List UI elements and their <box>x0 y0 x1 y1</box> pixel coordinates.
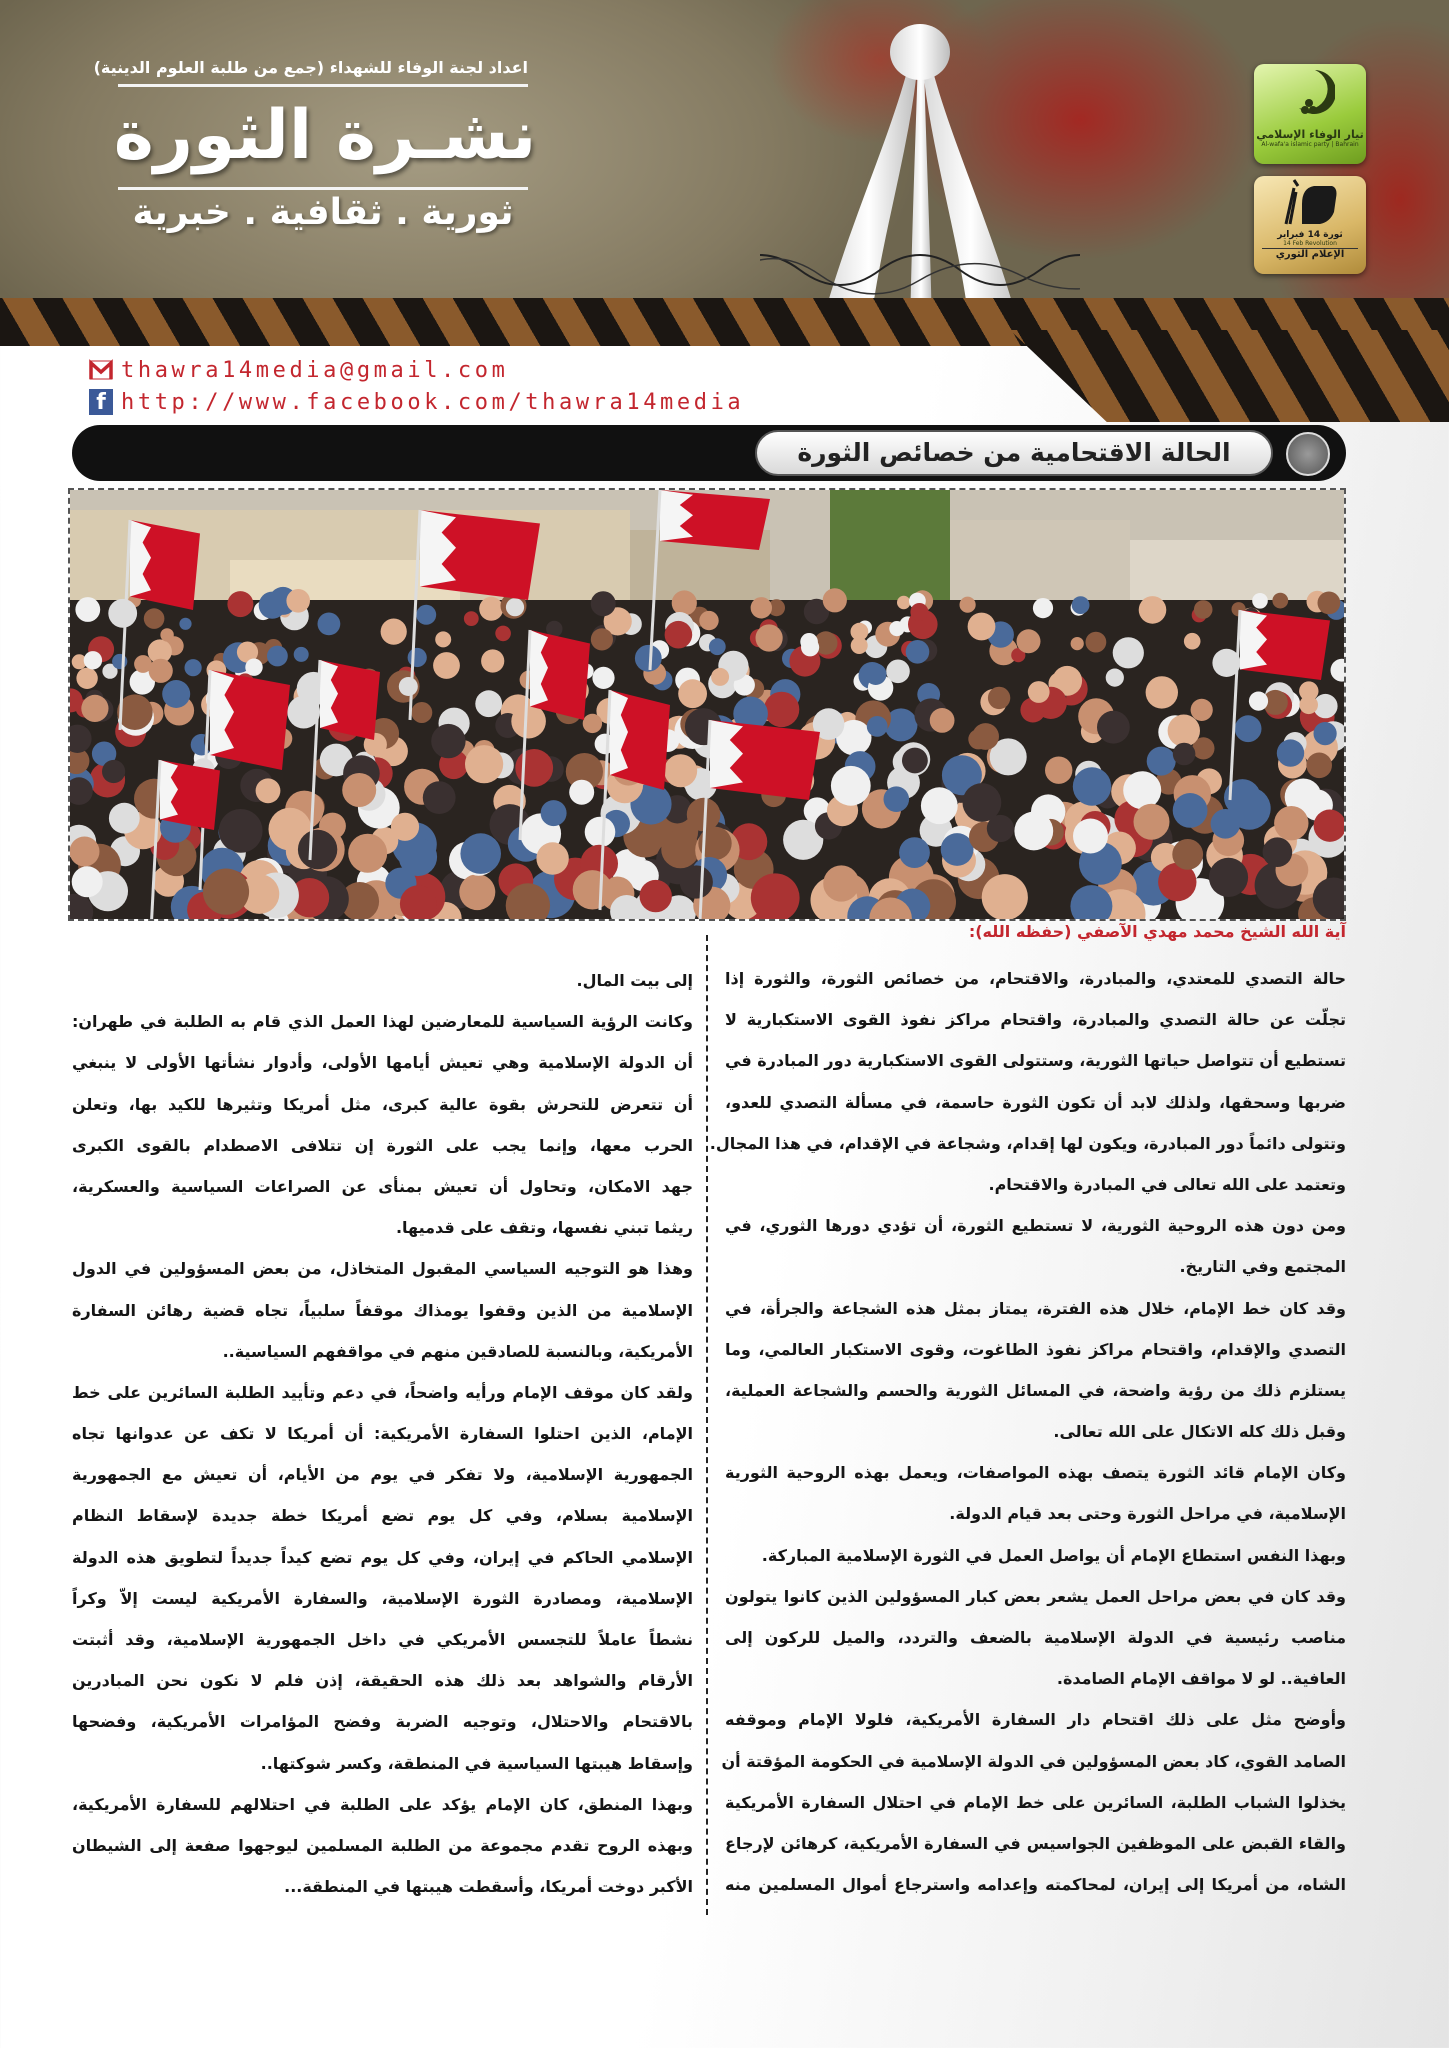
email-contact[interactable] <box>89 356 508 384</box>
text-line: وتتولى دائماً دور المبادرة، ويكون لها إقدام، وشجاعة في الإقدام، في هذا المجال. <box>709 1133 1346 1153</box>
crowd-person <box>573 870 612 909</box>
crowd-person <box>72 866 103 897</box>
crowd-person <box>1134 804 1170 840</box>
text-line: المجتمع وفي التاريخ. <box>1179 1257 1346 1277</box>
crowd-person <box>699 611 718 630</box>
text-line: الجمهورية الإسلامية، ولا تفكر في يوم من الأيام، أن تعيش مع الجمهورية <box>72 1465 693 1485</box>
crowd-person <box>203 869 249 915</box>
crowd-person <box>433 652 460 679</box>
text-line: الإسلامية، في مراحل الثورة وحتى بعد قيام الدولة. <box>949 1504 1346 1524</box>
text-line: الإسلامي الحاكم في إيران، وفي كل يوم تضع كيداً جديداً لتطويق هذه الدولة <box>72 1547 693 1567</box>
text-line: الإسلامية بسلام، وفي كل يوم تضع أمريكا خطة جديدة لإسقاط النظام <box>72 1506 693 1526</box>
crowd-person <box>1168 715 1200 747</box>
article-column-left <box>72 960 693 1907</box>
crowd-person <box>751 597 772 618</box>
crowd-person <box>411 702 432 723</box>
crowd-person <box>536 842 568 874</box>
crowd-person <box>219 809 263 853</box>
crowd-person <box>585 817 616 848</box>
text-line: وتعتمد على الله تعالى في المبادرة والاقتحام. <box>988 1174 1346 1194</box>
crowd-person <box>423 781 456 814</box>
crowd-person <box>267 646 288 667</box>
crowd-person <box>1147 747 1176 776</box>
crowd-person <box>1097 711 1130 744</box>
crowd-person <box>162 680 190 708</box>
text-line: جهد الامكان، وتحاول أن تعيش بمنأى عن الصراعات السياسية والعسكرية، <box>72 1176 693 1196</box>
crowd-person <box>1318 592 1341 615</box>
crowd-person <box>259 592 286 619</box>
text-line: وهذا هو التوجيه السياسي المقبول المتخاذل، من بعض المسؤولين في الدول <box>72 1259 693 1279</box>
crowd-person <box>391 813 419 841</box>
crowd-person <box>1306 753 1332 779</box>
crowd-person <box>1014 812 1053 851</box>
fist-emblem-icon <box>1286 432 1330 476</box>
crowd-person <box>1228 787 1271 830</box>
crowd-person <box>1172 839 1203 870</box>
crowd-person <box>711 668 729 686</box>
text-line: وبهذا المنطق، كان الإمام يؤكد على الطلبة في احتلالهم للسفارة الأمريكية، <box>72 1794 693 1814</box>
crowd-person <box>149 659 173 683</box>
facebook-icon: f <box>89 389 113 415</box>
crowd-person <box>431 724 465 758</box>
crowd-person <box>640 880 672 912</box>
crowd-person <box>416 605 436 625</box>
crowd-person <box>1106 669 1124 687</box>
crowd-person <box>1123 771 1161 809</box>
crowd-person <box>661 830 699 868</box>
crowd-person <box>1191 699 1213 721</box>
crowd-person <box>348 834 387 873</box>
crowd-person <box>910 603 928 621</box>
text-line: تستطيع أن تتواصل حياتها الثورية، وستتولى القوى الاستكبارية دور المبادرة في <box>725 1051 1346 1071</box>
crowd-person <box>144 608 165 629</box>
crowd-person <box>831 766 871 806</box>
crowd-person <box>1209 858 1248 897</box>
crowd-person <box>1072 596 1090 614</box>
crowd-person <box>1263 837 1293 867</box>
text-line: بالاقتحام والاحتلال، وتوجيه الضربة وفضح المؤامرات الأمريكية، وفضحها <box>72 1712 693 1732</box>
crowd-person <box>1235 715 1262 742</box>
wafa-party-logo <box>1254 64 1366 164</box>
feb14-logo-english: 14 Feb Revolution <box>1283 240 1337 247</box>
paragraph <box>725 1576 1346 1700</box>
crowd-person <box>408 648 427 667</box>
author-byline: آية الله الشيخ محمد مهدي الآصفي (حفظه الله): <box>968 922 1346 941</box>
crowd-person <box>680 865 713 898</box>
divider-line <box>118 187 528 190</box>
crowd-person <box>435 631 451 647</box>
crowd-person <box>227 591 253 617</box>
gmail-icon <box>89 359 113 381</box>
crowd-person <box>1017 629 1041 653</box>
crowd-person <box>541 800 567 826</box>
paragraph <box>72 1248 693 1372</box>
crowd-person <box>1033 598 1053 618</box>
crowd-person <box>108 599 137 628</box>
prepared-by-text: اعداد لجنة الوفاء للشهداء (جمع من طلبة العلوم الدينية) <box>93 58 528 77</box>
text-line: وإسقاط هيبتها السياسية في المنطقة، وكسر شوكتها.. <box>260 1753 693 1773</box>
crowd-person <box>185 659 202 676</box>
feb14-logo-arabic: ثورة 14 فبراير <box>1277 230 1343 240</box>
text-line: العافية.. لو لا مواقف الإمام الصامدة. <box>1056 1669 1346 1689</box>
crowd-person <box>664 754 697 787</box>
crowd-person <box>1086 632 1107 653</box>
crowd-person <box>479 597 503 621</box>
text-line: أن تتعرض للتحرش بقوة عالية كبرى، مثل أمريكا وتثيرها للكيد بها، وتعلن <box>72 1094 693 1114</box>
hazard-stripes <box>1010 330 1449 422</box>
crowd-person <box>1028 681 1050 703</box>
text-line: يخذلوا الشباب الطلبة، السائرين على خط الإمام في احتلال السفارة الأمريكية <box>725 1792 1346 1812</box>
crowd-person <box>756 624 783 651</box>
text-line: الإمام، الذين احتلوا السفارة الأمريكية: أن أمريكا لا تكف عن عدوانها تجاه <box>72 1424 693 1444</box>
crowd-person <box>968 613 996 641</box>
crowd-person <box>899 837 930 868</box>
crowd-person <box>256 778 281 803</box>
crowd-person <box>160 628 173 641</box>
text-line: الصامد القوي، كاد بعض المسؤولين في الدولة الإسلامية في الحكومة المؤقتة أن <box>721 1751 1346 1771</box>
paragraph <box>721 1699 1346 1905</box>
crowd-person <box>1173 793 1208 828</box>
paragraph <box>725 1535 1346 1576</box>
feb14-media-logo <box>1254 176 1366 274</box>
crowd-person <box>678 679 707 708</box>
facebook-contact[interactable] <box>89 388 744 416</box>
bahrain-flag-hoist <box>1240 610 1267 670</box>
paragraph <box>709 958 1346 1205</box>
crowd-person <box>298 830 337 869</box>
facebook-link[interactable]: http://www.facebook.com/thawra14media <box>121 389 745 415</box>
text-line: وقبل ذلك كله الاتكال على الله تعالى. <box>1053 1422 1346 1442</box>
article-column-right <box>709 958 1346 1905</box>
crowd-person <box>930 708 955 733</box>
bahrain-flag-hoist <box>320 660 338 728</box>
crowd-person <box>460 833 501 874</box>
crowd-person <box>902 748 928 774</box>
crowd-person <box>865 663 887 685</box>
article-title: الحالة الاقتحامية من خصائص الثورة <box>755 430 1273 476</box>
crowd-person <box>583 714 602 733</box>
crowd-person <box>972 723 999 750</box>
fist-icon <box>1280 178 1340 226</box>
crowd-person <box>592 667 614 689</box>
divider-line <box>118 84 528 87</box>
text-line: وكانت الرؤية السياسية للمعارضين لهذا العمل الذي قام به الطلبة في طهران: <box>72 1012 693 1032</box>
newsletter-subtitle: ثورية . ثقافية . خبرية <box>132 192 514 233</box>
crowd-person <box>851 637 868 654</box>
paragraph <box>725 1205 1346 1287</box>
text-line: الأرقام والشواهد بعد ذلك هذه الحقيقة، إذن فلم لا نكون نحن المبادرين <box>72 1671 693 1691</box>
crowd-person <box>800 633 818 651</box>
crowd-person <box>481 649 504 672</box>
crowd-person <box>70 837 100 867</box>
crowd-person <box>399 677 418 696</box>
crowd-person <box>75 597 100 622</box>
text-line: وكان الإمام قائد الثورة يتصف بهذه المواصفات، ويعمل بهذه الروحية الثورية <box>725 1463 1346 1483</box>
text-line: تجلّت عن حالة التصدي والمبادرة، واقتحام مراكز نفوذ القوى الاستكبارية لا <box>725 1010 1346 1030</box>
crowd-person <box>475 690 502 717</box>
crowd-person <box>1274 806 1308 840</box>
text-line: حالة التصدي للمعتدي، والمبادرة، والاقتحام، من خصائص الثورة، والثورة إذا <box>725 969 1346 988</box>
text-line: الأكبر دوخت أمريكا، وأسقطت هيبتها في المنطقة... <box>284 1877 693 1897</box>
crescent-icon <box>1285 66 1335 124</box>
text-line: نشطاً عاملاً للتجسس الأمريكي في داخل الجمهورية الإسلامية، وقد أثبتت <box>72 1630 693 1649</box>
crowd-person <box>1146 676 1178 708</box>
crowd-person <box>134 655 152 673</box>
text-line: يستلزم ذلك من رؤية واضحة، في المسائل الثورية والحسم والشجاعة العملية، <box>725 1380 1346 1400</box>
bahrain-flag-hoist <box>210 670 234 755</box>
crowd-person <box>1277 739 1304 766</box>
text-line: وبهذا النفس استطاع الإمام أن يواصل العمل في الثورة الإسلامية المباركة. <box>761 1545 1346 1565</box>
crowd-person <box>506 598 524 616</box>
paragraph <box>72 1784 693 1908</box>
crowd-person <box>1272 593 1288 609</box>
text-line: ريثما تبني نفسها، وتقف على قدميها. <box>395 1218 693 1238</box>
text-line: الإسلامية، ومصادرة الثورة الإسلامية، والسفارة الأمريكية ليست إلاّ وكراً <box>72 1588 693 1608</box>
bahrain-flag-hoist <box>130 520 151 597</box>
text-line: ولقد كان موقف الإمام ورأيه واضحاً، في دعم وتأييد الطلبة السائرين على خط <box>72 1382 693 1402</box>
crowd-person <box>889 621 904 636</box>
text-line: أن الدولة الإسلامية وهي تعيش أيامها الأولى، وأدوار نشأتها الأولى لا ينبغي <box>72 1053 693 1073</box>
crowd-person <box>1139 596 1167 624</box>
crowd-person <box>569 780 594 805</box>
crowd-person <box>381 619 407 645</box>
crowd-person <box>867 716 888 737</box>
crowd-person <box>988 687 1010 709</box>
text-line: الأمريكية، وبالنسبة للصادقين منهم في مواقفهم السياسية.. <box>222 1341 693 1361</box>
text-line: الشاه، من أمريكا إلى إيران، لمحاكمته وإعدامه واسترجاع أموال المسلمين منه <box>725 1875 1346 1895</box>
crowd-person <box>245 659 262 676</box>
paragraph <box>725 1288 1346 1453</box>
crowd-person <box>960 597 976 613</box>
crowd-person <box>823 588 847 612</box>
text-line: التصدي والإقدام، واقتحام مراكز نفوذ الطاغوت، وقوى الاستكبار العالمي، وما <box>725 1339 1346 1359</box>
crowd-person <box>1073 819 1108 854</box>
crowd-person <box>1073 767 1111 805</box>
paragraph <box>72 960 693 1001</box>
newsletter-title: نشـرة الثورة <box>113 96 537 175</box>
crowd-person <box>459 874 495 910</box>
crowd-person <box>464 611 479 626</box>
text-line: وأوضح مثل على ذلك اقتحام دار السفارة الأمريكية، فلولا الإمام وموقفه <box>725 1710 1346 1730</box>
crowd-person <box>1299 696 1318 715</box>
text-line: إلى بيت المال. <box>576 971 693 990</box>
crowd-person <box>591 628 613 650</box>
crowd-person <box>1113 637 1144 668</box>
crowd-person <box>884 786 910 812</box>
crowd-person <box>906 640 930 664</box>
crowd-person <box>1173 743 1196 766</box>
crowd-person <box>1252 593 1268 609</box>
crowd-person <box>672 590 697 615</box>
crowd-person <box>1249 692 1268 711</box>
bahrain-flag-hoist <box>160 760 178 820</box>
text-line: والقاء القبض على الموظفين الجواسيس في السفارة الأمريكية، كرهائن لإرجاع <box>725 1833 1346 1853</box>
crowd-person <box>294 647 309 662</box>
protest-photo-image <box>70 490 1344 919</box>
wafa-logo-arabic: تيار الوفاء الإسلامي <box>1256 128 1364 141</box>
paragraph <box>725 1452 1346 1534</box>
crowd-person <box>1314 722 1337 745</box>
crowd-person <box>1071 637 1084 650</box>
crowd-person <box>84 651 102 669</box>
column-divider <box>706 935 708 1915</box>
bahrain-flag-hoist <box>710 720 743 788</box>
crowd-person <box>179 618 191 630</box>
crowd-person <box>709 638 726 655</box>
feb14-logo-media: الإعلام الثوري <box>1262 248 1358 260</box>
crowd-person <box>465 745 503 783</box>
crowd-person <box>81 695 108 722</box>
crowd-person <box>515 749 553 787</box>
tree <box>830 490 950 600</box>
text-line: ومن دون هذه الروحية الثورية، لا تستطيع الثورة، أن تؤدي دورها الثوري، في <box>725 1216 1346 1236</box>
crowd-person <box>982 874 1028 919</box>
bahrain-flag-hoist <box>420 510 456 587</box>
crowd-person <box>635 645 662 672</box>
crowd-person <box>112 654 127 669</box>
masthead-banner <box>0 0 1449 346</box>
paragraph <box>72 1001 693 1248</box>
crowd-person <box>287 696 320 729</box>
protest-photo <box>68 488 1346 921</box>
crowd-person <box>495 626 511 642</box>
bahrain-flag-hoist <box>660 490 693 541</box>
text-line: ضربها وسحقها، ولذلك لابد أن تكون الثورة حاسمة، في مسألة التصدي للعدو، <box>725 1092 1346 1112</box>
crowd-person <box>286 589 310 613</box>
crowd-person <box>1045 757 1072 784</box>
crowd-person <box>1184 633 1201 650</box>
crowd-person <box>987 815 1014 842</box>
crowd-person <box>1194 600 1213 619</box>
text-line: وقد كان خط الإمام، خلال هذه الفترة، يمتاز بمثل هذه الشجاعة والجرأة، في <box>725 1298 1346 1318</box>
email-link[interactable]: thawra14media@gmail.com <box>121 357 509 383</box>
crowd-person <box>318 613 341 636</box>
building <box>950 520 1130 610</box>
pearl-monument-image <box>760 0 1080 330</box>
bahrain-flag-hoist <box>530 630 548 707</box>
bahrain-flag-hoist <box>610 690 628 775</box>
crowd-person <box>764 692 799 727</box>
text-line: وقد كان في بعض مراحل العمل يشعر بعض كبار المسؤولين الذين كانوا يتولون <box>725 1586 1346 1606</box>
crowd-person <box>109 803 140 834</box>
crowd-person <box>665 621 693 649</box>
paragraph <box>72 1372 693 1784</box>
text-line: وبهذه الروح تقدم مجموعة من الطلبة المسلمين ليوجهوا صفعة إلى الشيطان <box>72 1835 693 1855</box>
text-line: مناصب رئيسية في الدولة الإسلامية بالضعف والتردد، والميل للركون إلى <box>725 1628 1346 1647</box>
crowd-person <box>921 787 958 824</box>
crowd-person <box>941 833 974 866</box>
crowd-person <box>76 668 97 689</box>
crowd-person <box>591 591 616 616</box>
wafa-logo-english: Al-wafa'a islamic party | Bahrain <box>1261 141 1359 148</box>
crowd-person <box>102 760 125 783</box>
text-line: الإسلامية من الذين وقفوا يومذاك موقفاً سلبياً، تجاه قضية رهائن السفارة <box>72 1300 693 1320</box>
text-line: الحرب معها، وإنما يجب على الثورة إن تتلافى الاصطدام بالقوى الكبرى <box>72 1135 693 1155</box>
crowd-person <box>823 865 859 901</box>
crowd-person <box>897 596 910 609</box>
crowd-person <box>342 773 376 807</box>
